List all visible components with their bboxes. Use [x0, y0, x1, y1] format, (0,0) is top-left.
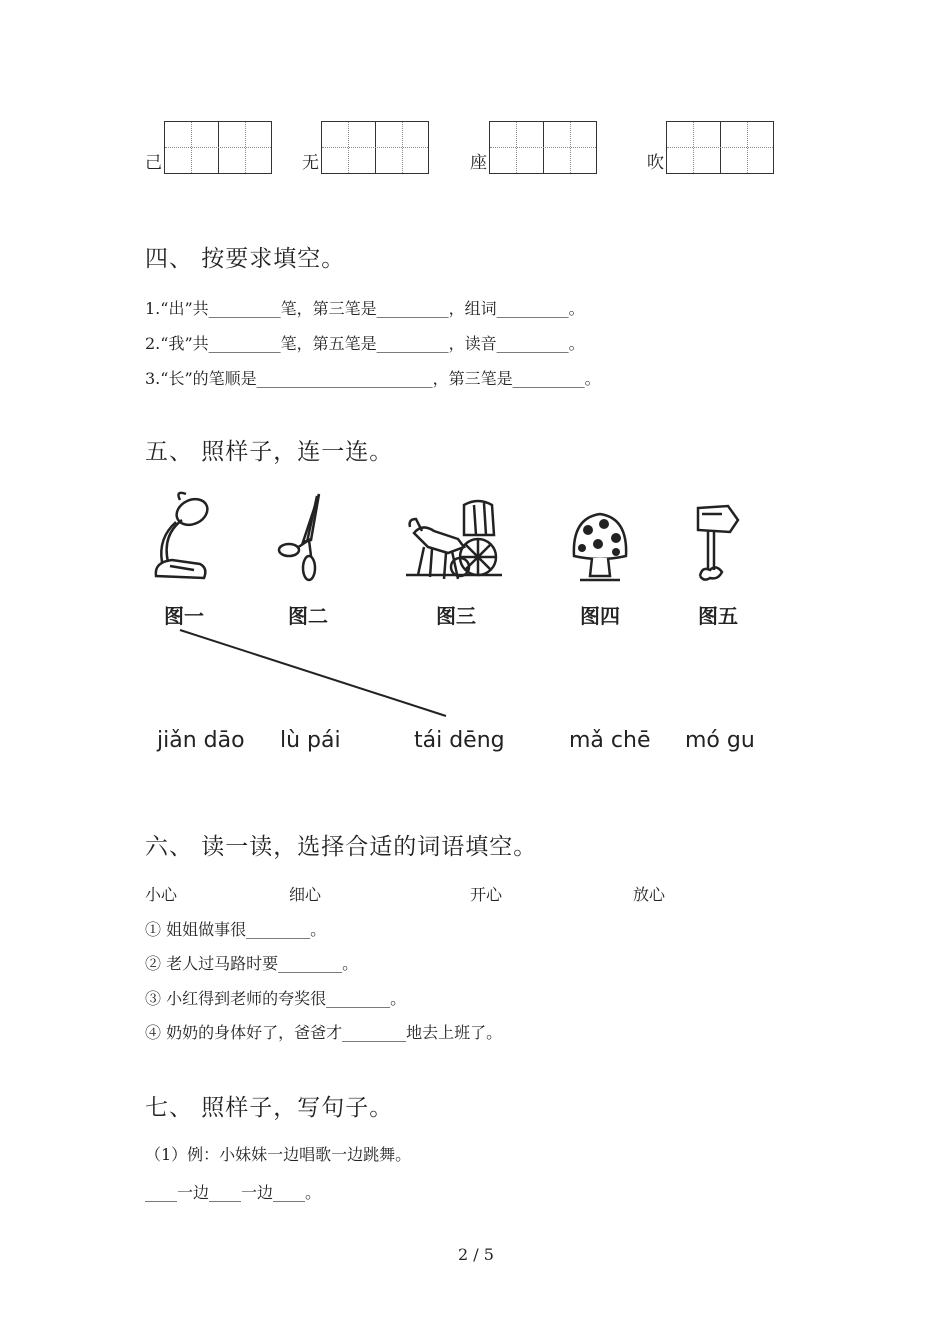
figure-label: 图五 — [698, 604, 738, 628]
section-6-title: 六、 读一读，选择合适的词语填空。 — [145, 834, 538, 860]
sec6-line: ③ 小红得到老师的夸奖很________。 — [145, 989, 407, 1008]
pinyin-label: tái dēng — [414, 728, 505, 753]
sec4-line: 1.“出”共_________笔，第三笔是_________，组词_________。 — [145, 299, 585, 318]
sec4-line: 3.“长”的笔顺是______________________，第三笔是_________。 — [145, 369, 601, 388]
section-5-title: 五、 照样子，连一连。 — [145, 439, 394, 465]
grid-char: 座 — [470, 153, 487, 173]
word-option: 开心 — [470, 885, 503, 904]
sec6-line: ② 老人过马路时要________。 — [145, 954, 359, 973]
sec7-example: （1）例：小妹妹一边唱歌一边跳舞。 — [145, 1145, 412, 1164]
sec4-line: 2.“我”共_________笔，第五笔是_________，读音_________。 — [145, 334, 585, 353]
section-4-title: 四、 按要求填空。 — [145, 246, 346, 272]
figure-label: 图二 — [288, 604, 328, 628]
pinyin-label: mǎ chē — [569, 728, 651, 753]
word-option: 放心 — [633, 885, 666, 904]
sec7-blank: ____一边____一边____。 — [145, 1183, 322, 1202]
sec6-line: ① 姐姐做事很________。 — [145, 920, 327, 939]
figure-label: 图一 — [164, 604, 204, 628]
word-option: 细心 — [289, 885, 322, 904]
grid-char: 己 — [145, 153, 162, 173]
figure-label: 图三 — [436, 604, 476, 628]
page-number: 2 / 5 — [458, 1245, 494, 1264]
sec6-line: ④ 奶奶的身体好了，爸爸才________地去上班了。 — [145, 1023, 503, 1042]
figure-label: 图四 — [580, 604, 620, 628]
grid-char: 吹 — [647, 153, 664, 173]
pinyin-label: mó gu — [685, 728, 755, 753]
pinyin-label: lù pái — [280, 728, 341, 753]
word-option: 小心 — [145, 885, 178, 904]
grid-char: 无 — [302, 153, 319, 173]
section-7-title: 七、 照样子，写句子。 — [145, 1095, 394, 1121]
pinyin-label: jiǎn dāo — [157, 728, 245, 753]
